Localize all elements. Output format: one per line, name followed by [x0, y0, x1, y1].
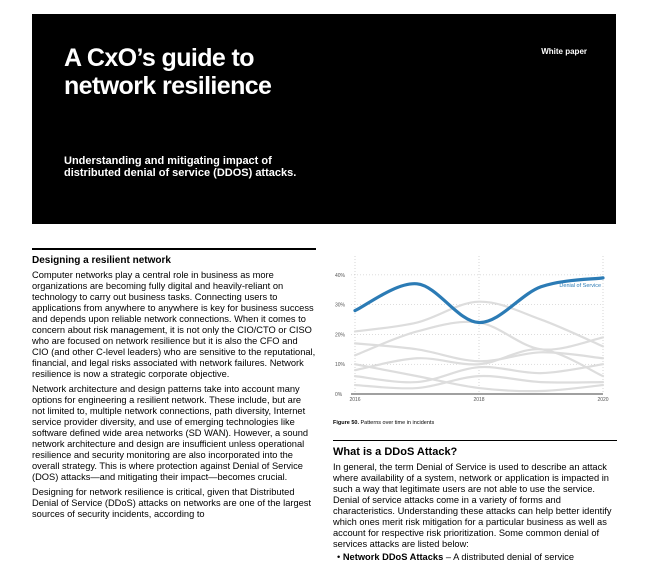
page-subtitle-line-1: Understanding and mitigating impact of: [64, 155, 272, 167]
right-column: [333, 248, 617, 563]
body-paragraph: In general, the term Denial of Service is used to describe an attack where availability of a system, network or application is impacted in such a way that legitimate users are not able to use the service. Denial of service attacks come in a variety of forms and characteristics. Understanding these attacks can help better identify which ones merit risk mitigation for a particular business as well as account for respective risk prioritization. Some common denial of services attacks are listed below:: [333, 462, 612, 549]
figure-caption: [333, 420, 617, 426]
incident-trend-chart: [333, 248, 617, 418]
series-label: Denial of Service: [559, 282, 601, 289]
body-paragraph-2: Network architecture and design patterns take into account many options for engineering a resilient network. These include, but are not limited to, multiple network connections, path diversity, Internet service provider diversity, and use of emerging technologies like software defined wide area networks (SD WAN). However, a sound network architecture and design are insufficient unless operational resilience and security monitoring are also incorporated into the overall strategy. This is where protection against Denial of Service (DOS) attacks—and mitigating their impact—becomes crucial.: [32, 384, 309, 482]
x-tick-label: 2016: [349, 397, 361, 403]
section-heading: Designing a resilient network: [32, 255, 171, 266]
page-title-line-1: A CxO’s guide to: [64, 44, 254, 72]
figure-caption-number: Figure 50.: [333, 420, 359, 426]
y-tick-label: 10%: [335, 362, 346, 369]
bullet-item: • Network DDoS Attacks – A distributed denial of service: [337, 552, 575, 562]
bullet-item-text: – A distributed denial of service: [443, 552, 575, 562]
page-subtitle-line-2: distributed denial of service (DDOS) attacks.: [64, 167, 297, 179]
y-tick-label: 30%: [335, 302, 346, 309]
chart-svg: [333, 248, 617, 418]
figure-caption-text: Patterns over time in incidents: [360, 420, 435, 426]
section-divider: [32, 248, 316, 250]
x-tick-label: 2020: [597, 397, 609, 403]
bullet-item-title: Network DDoS Attacks: [342, 552, 444, 562]
page-title: [64, 44, 271, 100]
y-tick-label: 20%: [335, 332, 346, 339]
hero-banner: [32, 14, 616, 224]
page-title-line-2: network resilience: [64, 72, 272, 100]
body-paragraph-3: Designing for network resilience is critical, given that Distributed Denial of Service (DDoS) attacks on networks are one of the largest sources of security incidents, according to: [32, 487, 312, 519]
page-subtitle: [64, 155, 394, 179]
x-tick-label: 2018: [473, 397, 485, 403]
document-type-label: White paper: [541, 47, 587, 56]
left-column: [32, 248, 316, 524]
section-heading: What is a DDoS Attack?: [333, 446, 458, 458]
body-paragraph-1: Computer networks play a central role in business as more organizations are becoming fully digital and heavily-reliant on technology to carry out business tasks. Connecting users to applications from anywhere to anywhere is key for business success and depends upon reliable network connections. When it comes to concern about risk management, it is not only the CIO/CTO or CISO who are focused on network resilience but it is also the CFO and CIO (and other C-level leaders) who are sensitive to the reputational, financial, and legal risks associated with network failures. Network resilience is now a strategic corporate objective.: [32, 270, 316, 379]
y-tick-label: 0%: [335, 392, 343, 398]
y-tick-label: 40%: [335, 272, 346, 279]
section-divider: [333, 440, 617, 441]
